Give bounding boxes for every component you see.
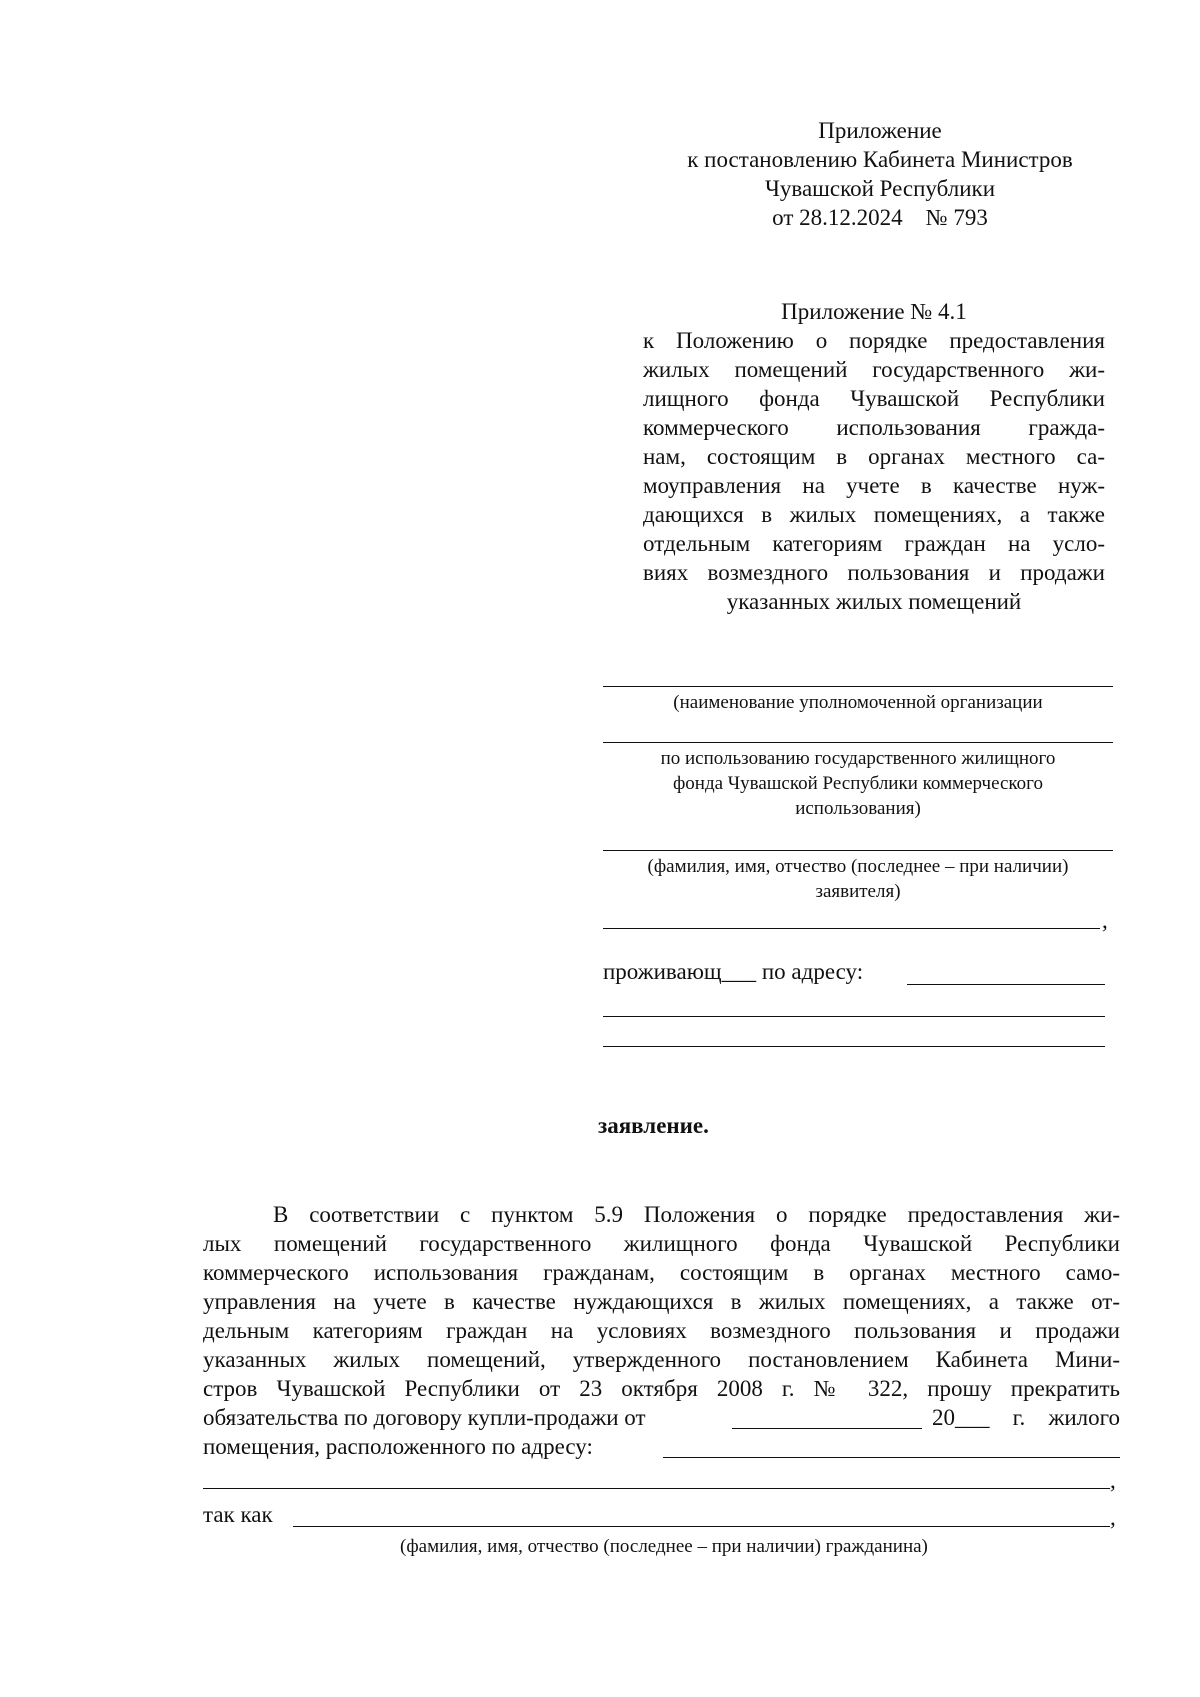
comma: , (1110, 1468, 1116, 1493)
body-line: стров Чувашской Республики от 23 октября 2008 г. № 322, прошу прекратить (203, 1376, 1120, 1401)
appendix-header-line4: от 28.12.2024 № 793 (772, 205, 988, 230)
contract-date-field[interactable] (732, 1428, 922, 1429)
residence-address-underline-2[interactable] (603, 1016, 1105, 1017)
appendix-41-line: к Положению о порядке предоставления (643, 328, 1105, 353)
body-line: В соответствии с пунктом 5.9 Положения о порядке предоставления жи- (273, 1202, 1120, 1227)
citizen-fio-field[interactable] (293, 1526, 1110, 1527)
comma: , (1102, 908, 1108, 933)
reason-label: так как (203, 1502, 273, 1527)
property-address-underline[interactable] (663, 1457, 1120, 1458)
appendix-41-line: нам, состоящим в органах местного са- (643, 444, 1105, 469)
reason-row (203, 1500, 273, 1529)
residence-address-field-3[interactable] (603, 1046, 1105, 1047)
body-line: указанных жилых помещений, утвержденного постановлением Кабинета Мини- (203, 1347, 1120, 1372)
residence-row (603, 957, 863, 986)
appendix-41-line: отдельным категориям граждан на усло- (643, 531, 1105, 556)
org-name-caption (603, 690, 1113, 715)
appendix-header-line3: Чувашской Республики (764, 176, 996, 201)
org-name-underline[interactable] (603, 686, 1113, 687)
citizen-fio-caption: (фамилия, имя, отчество (последнее – при наличии) гражданина) (400, 1536, 928, 1557)
residence-label: проживающ___ по адресу: (603, 959, 864, 984)
applicant-extra-field[interactable] (603, 928, 1100, 929)
property-address-row (203, 1432, 593, 1461)
contract-date-underline[interactable] (732, 1428, 922, 1429)
fio-caption-line: заявителя) (815, 881, 901, 902)
org-name-caption-2 (603, 746, 1113, 821)
appendix-41 (643, 297, 1105, 616)
applicant-fio-field[interactable] (603, 850, 1113, 851)
property-address-field-2[interactable] (203, 1488, 1110, 1489)
appendix-header (660, 116, 1100, 232)
applicant-extra-underline[interactable] (603, 928, 1100, 929)
appendix-41-line: лищного фонда Чувашской Республики (643, 386, 1105, 411)
contract-year-text: 20___ г. жилого (932, 1405, 1120, 1430)
appendix-41-last-line: указанных жилых помещений (726, 589, 1022, 614)
body-line: коммерческого использования гражданам, состоящим в органах местного само- (203, 1260, 1120, 1285)
applicant-fio-underline[interactable] (603, 850, 1113, 851)
org-caption-text: (наименование уполномоченной организации (673, 692, 1043, 713)
comma: , (1110, 1505, 1116, 1530)
appendix-header-line2: к постановлению Кабинета Министров (687, 147, 1073, 172)
residence-address-field[interactable] (907, 984, 1105, 985)
org-name-field[interactable] (603, 686, 1113, 687)
fio-caption-line: (фамилия, имя, отчество (последнее – при наличии) (647, 856, 1069, 877)
org-caption2-line: фонда Чувашской Республики коммерческого (672, 773, 1044, 794)
appendix-41-line: жилых помещений государственного жи- (643, 357, 1105, 382)
residence-address-underline-3[interactable] (603, 1046, 1105, 1047)
document-title: заявление. (598, 1113, 709, 1138)
applicant-fio-caption (603, 854, 1113, 904)
org-name-field-2[interactable] (603, 742, 1113, 743)
residence-address-underline[interactable] (907, 984, 1105, 985)
contract-label: обязательства по договору купли-продажи от (203, 1405, 646, 1430)
appendix-41-line: дающихся в жилых помещениях, а также (643, 502, 1105, 527)
property-address-underline-2[interactable] (203, 1488, 1110, 1489)
body-line: лых помещений государственного жилищного фонда Чувашской Республики (203, 1231, 1120, 1256)
appendix-41-line: коммерческого использования граждa- (643, 415, 1105, 440)
property-address-field[interactable] (663, 1457, 1120, 1458)
org-caption2-line: использования) (795, 798, 921, 819)
appendix-41-title: Приложение № 4.1 (781, 299, 967, 324)
application-body (203, 1200, 1120, 1403)
body-line: управления на учете в качестве нуждающихся в жилых помещениях, а также от- (203, 1289, 1120, 1314)
appendix-header-line1: Приложение (818, 118, 942, 143)
appendix-41-line: моуправления на учете в качестве нуж- (643, 473, 1105, 498)
contract-date-row (203, 1403, 646, 1432)
org-caption2-line: по использованию государственного жилищного (660, 748, 1056, 769)
property-address-label: помещения, расположенного по адресу: (203, 1434, 593, 1459)
appendix-41-line: виях возмездного пользования и продажи (643, 560, 1105, 585)
org-name-underline-2[interactable] (603, 742, 1113, 743)
citizen-fio-underline[interactable] (293, 1526, 1110, 1527)
residence-address-field-2[interactable] (603, 1016, 1105, 1017)
body-line: дельным категориям граждан на условиях возмездного пользования и продажи (203, 1318, 1120, 1343)
